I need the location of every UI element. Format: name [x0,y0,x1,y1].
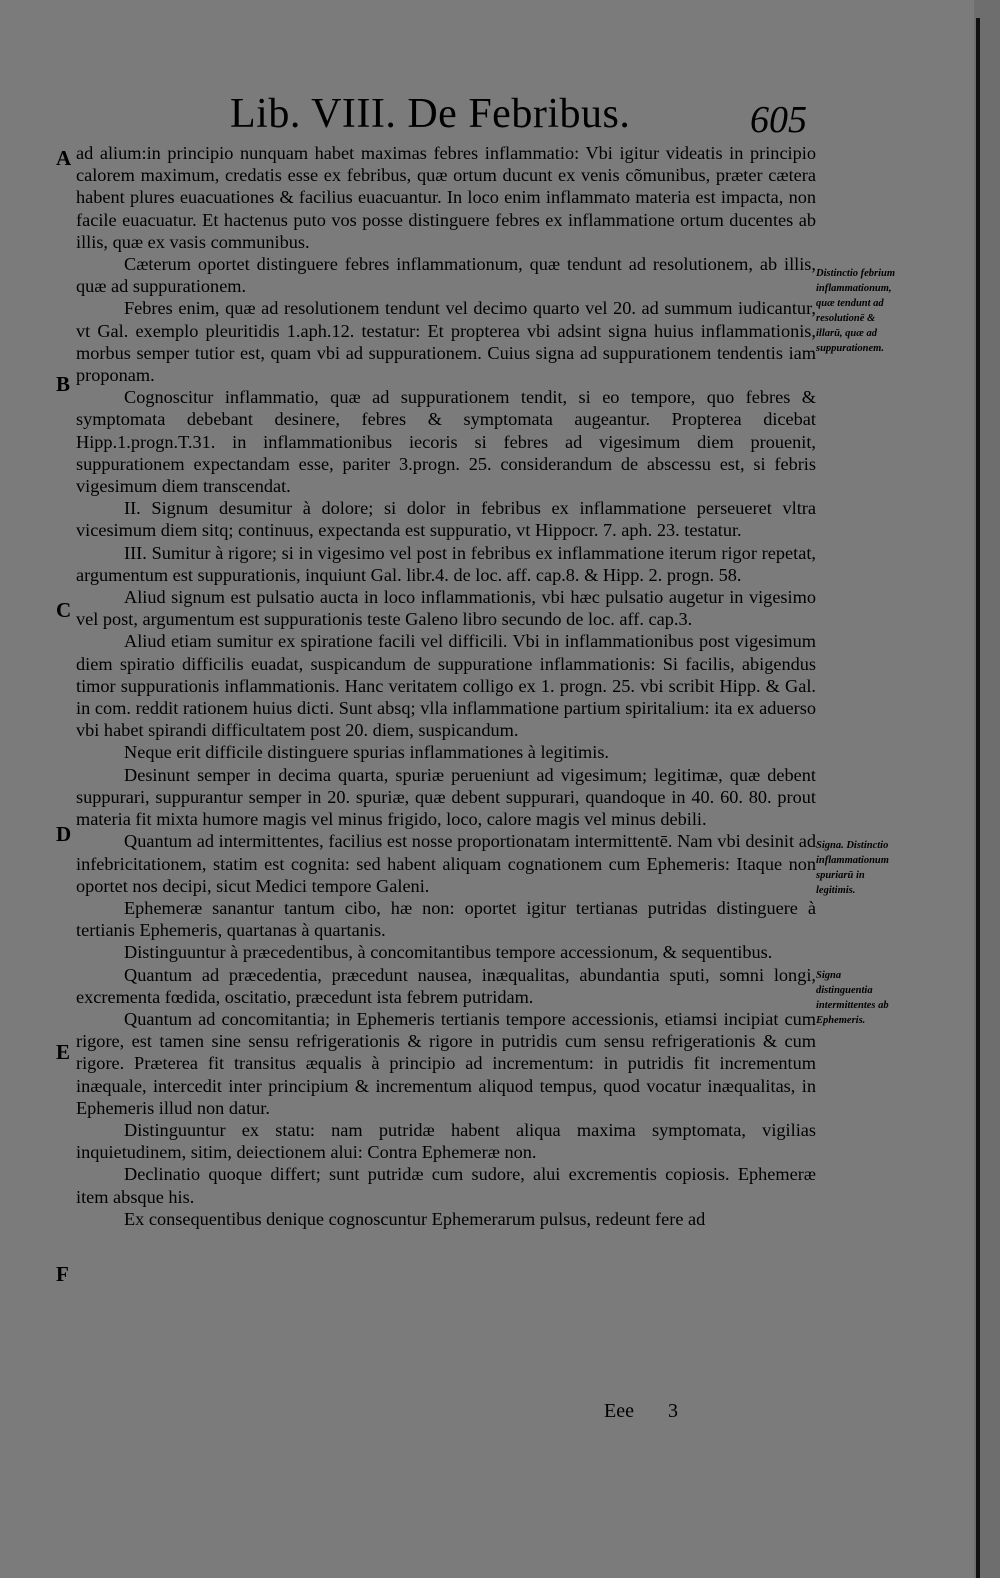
paragraph: Cognoscitur inflammatio, quæ ad suppurationem tendit, si eo tempore, quo febres & symptomata debebant desinere, febres & symptomata augeantur. Propterea dicebat Hipp.1.progn.T.31. in inflammationibus iecoris si febres ad vigesimum diem prouenit, suppurationem expectandam esse, pariter 3.progn. 25. considerandum de abscessu est, si febris vigesimum diem transcendat. [76,387,816,497]
paragraph: Ex consequentibus denique cognoscuntur Ephemerarum pulsus, redeunt fere ad [124,1208,706,1229]
paragraph: Quantum ad concomitantia; in Ephemeris tertianis tempore accessionis, etiamsi incipiat cum rigore, est tamen sine sensu refrigerationis & rigore in putridis cum sensu refrigerationis & cum rigore. Præterea fit transitus æqualis à principio ad incrementum: in putridis fit incrementum inæquale, intercedit inter principium & incrementum aliquod tempus, quod vocatur inæqualitas, in Ephemeris illud non datur. [76,1008,816,1118]
side-note-resolution: Distinctio febrium inflammationum, quæ tendunt ad resolutionē & illarū, quæ ad suppurationem. [816,268,896,354]
paragraph: Ephemeræ sanantur tantum cibo, hæ non: oportet igitur tertianas putridas distinguere à tertianis Ephemeris, quartanas à quartanis. [76,897,816,941]
margin-letter-f: F [56,1262,69,1286]
paragraph: II. Signum desumitur à dolore; si dolor in febribus ex inflammatione perseueret vltra vicesimum diem sitq; continuus, expectanda est suppuratio, vt Hippocr. 7. aph. 23. testatur. [76,498,816,541]
main-text-column [76,142,816,1230]
paragraph: Distinguuntur à præcedentibus, à concomitantibus tempore accessionum, & sequentibus. [124,942,773,963]
paragraph: Aliud signum est pulsatio aucta in loco inflammationis, vbi hæc pulsatio augetur in vigesimo vel post, argumentum est suppurationis teste Galeno libro secundo de loc. aff. cap.3. [76,587,816,630]
running-title: Lib. VIII. De Febribus. [230,91,631,137]
signature-letters: Eee [604,1400,634,1422]
paragraph: Febres enim, quæ ad resolutionem tendunt vel decimo quarto vel 20. ad summum iudicantur, vt Gal. exemplo pleuritidis 1.aph.12. testatur: Et propterea vbi adsint signa huius inflammationis, morbus semper tutior est, quam vbi ad suppurationem. Cuius signa ad suppurationem tendentis iam proponam. [76,298,816,386]
margin-letter-e: E [56,1040,71,1064]
side-note-intermittent: Signa distinguentia intermittentes ab Ephemeris. [816,970,889,1026]
paragraph: Declinatio quoque differt; sunt putridæ cum sudore, alui excrementis copiosis. Ephemeræ item absque his. [76,1164,816,1207]
margin-letter-d: D [56,822,72,846]
side-note-spurious: Signa. Distinctio inflammationum spuriarū in legitimis. [816,840,889,896]
paragraph: ad alium:in principio nunquam habet maximas febres inflammatio: Vbi igitur videatis in principio calorem maximum, credatis esse ex febribus, quæ ortum ducunt ex venis cõmunibus, præter cætera habent plures euacuationes & facilius euacuantur. In loco enim inflammato materia est impacta, non facile euacuatur. Et hactenus puto vos posse distinguere febres ex inflammatione ortum ducentes ab illis, quæ ex vasis communibus. [76,143,816,252]
signature-mark [604,1400,678,1423]
paragraph: Quantum ad intermittentes, facilius est nosse proportionatam intermittentē. Nam vbi desinit ad infebricitationem, statim est cognita: sed habent aliquam cognationem cum Ephemeris: Itaque non oportet nos decipi, sicut Medici tempore Galeni. [76,831,816,896]
page-number: 605 [750,99,807,141]
margin-letter-c: C [56,598,72,622]
signature-number: 3 [667,1400,678,1422]
paragraph: III. Sumitur à rigore; si in vigesimo vel post in febribus ex inflammatione iterum rigor repetat, argumentum est suppurationis, inquiunt Gal. libr.4. de loc. aff. cap.8. & Hipp. 2. progn. 58. [76,542,816,585]
paragraph: Desinunt semper in decima quarta, spuriæ perueniunt ad vigesimum; legitimæ, quæ debent suppurari, suppurantur semper in 20. spuriæ, quæ debent suppurari, quandoque in 40. 60. 80. prout materia fit mixta humore magis vel minus frigido, loco, calore magis vel minus debili. [76,764,816,830]
binding-edge-line [976,18,980,1578]
margin-letter-a: A [56,146,72,170]
paragraph: Aliud etiam sumitur ex spiratione facili vel difficili. Vbi in inflammationibus post vigesimum diem spiratio difficilis euadat, suspicandum de suppuratione inflammationis: Si facilis, abigendus timor suppurationis inflammationis. Hanc veritatem colligo ex 1. progn. 25. vbi scribit Hipp. & Gal. in com. reddit rationem huius dicti. Sunt absq; vlla inflammatione partium spiritalium: ita ex aduerso vbi habet spirandi difficultatem post 20. diem, suspicandum. [76,631,816,741]
paragraph: Cæterum oportet distinguere febres inflammationum, quæ tendunt ad resolutionem, ab illis, quæ ad suppurationem. [76,254,816,297]
paragraph: Neque erit difficile distinguere spurias inflammationes à legitimis. [124,742,610,763]
paragraph: Quantum ad præcedentia, præcedunt nausea, inæqualitas, abundantia sputi, somni longi, excrementa fœdida, oscitatio, præcedunt ista febrem putridam. [76,964,816,1007]
paragraph: Distinguuntur ex statu: nam putridæ habent aliqua maxima symptomata, vigilias inquietudinem, sitim, deiectionem alui: Contra Ephemeræ non. [76,1119,816,1163]
margin-letter-b: B [56,372,71,396]
